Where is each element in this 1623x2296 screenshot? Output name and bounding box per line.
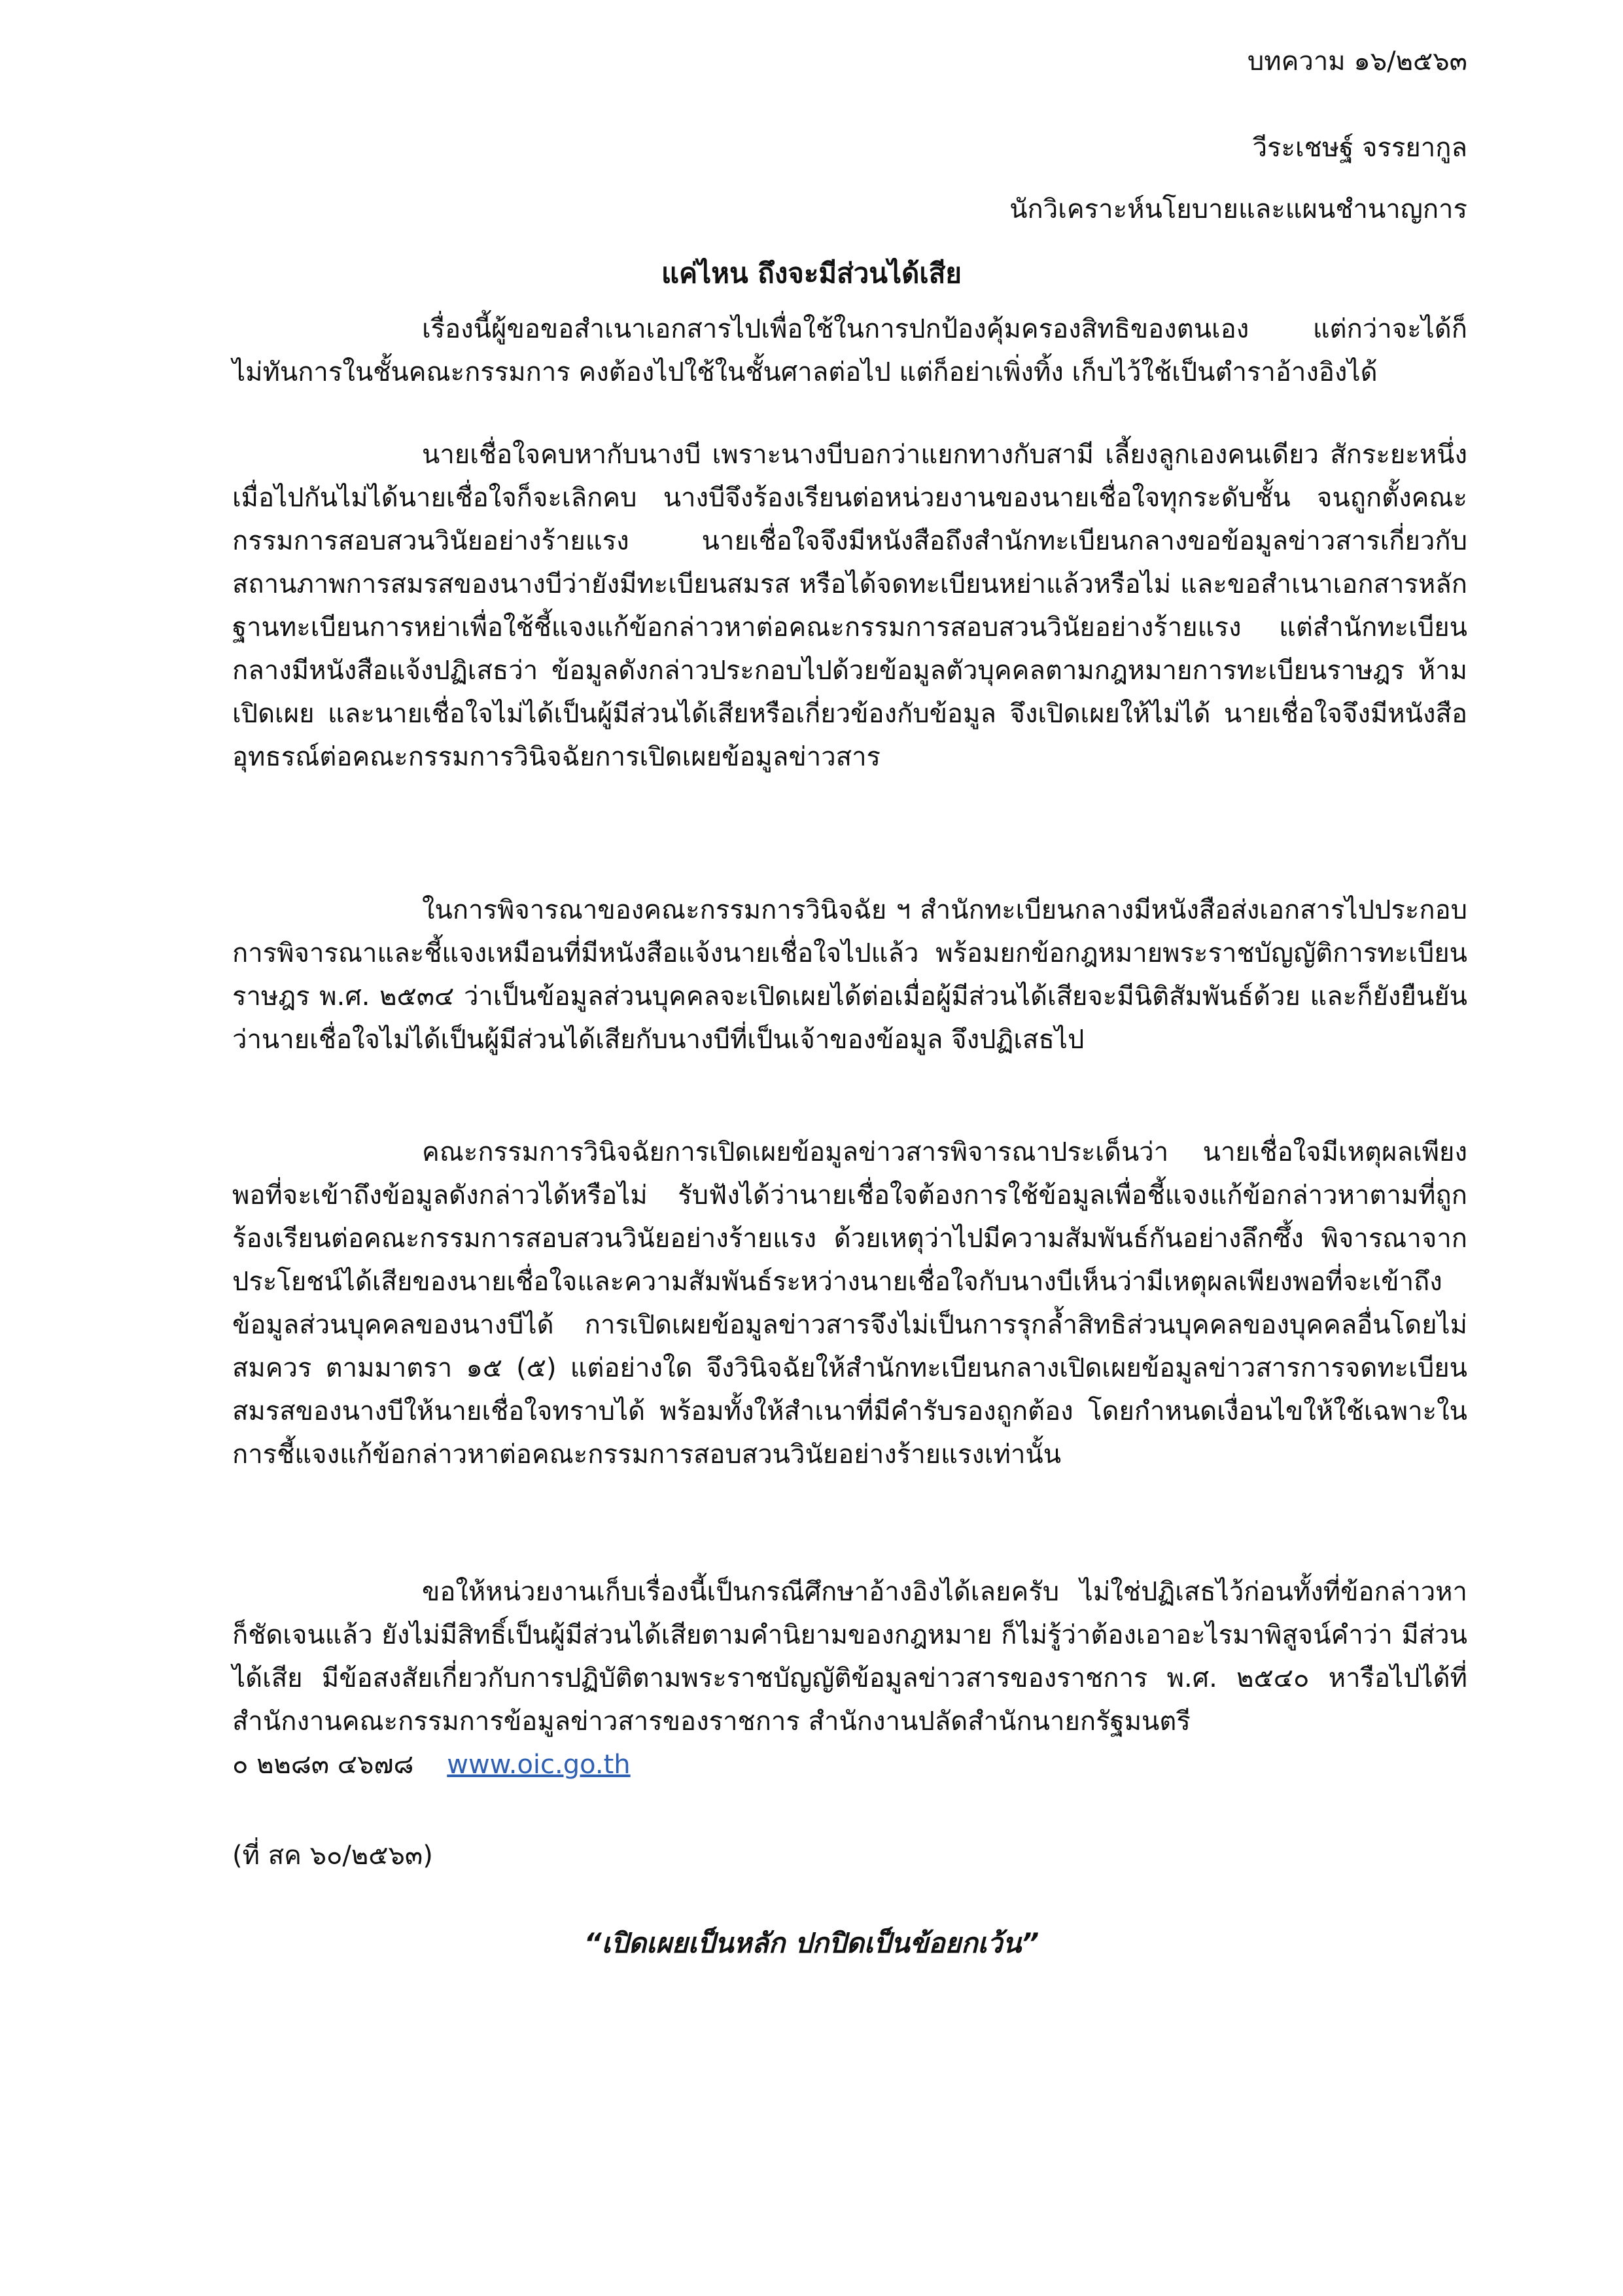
paragraph-4-block [232,1131,1467,1476]
author-position: นักวิเคราะห์นโยบายและแผนชำนาญการ [1009,194,1467,224]
paragraph-2-block [232,433,1467,779]
reference-number: (ที่ สค ๖๐/๒๕๖๓) [232,1841,433,1871]
paragraph-1-block [232,308,1467,394]
closing-block [232,1570,1467,1786]
slogan: “เปิดเผยเป็นหลัก ปกปิดเป็นข้อยกเว้น” [584,1927,1039,1959]
paragraph: คณะกรรมการวินิจฉัยการเปิดเผยข้อมูลข่าวสารพิจารณาประเด็นว่า นายเชื่อใจมีเหตุผลเพียงพอที่จะเข้าถึงข้อมูลดังกล่าวได้หรือไม่ รับฟังได้ว่านายเชื่อใจต้องการใช้ข้อมูลเพื่อชี้แจงแก้ข้อกล่าวหาตามที่ถูกร้องเรียนต่อคณะกรรมการสอบสวนวินัยอย่างร้ายแรง ด้วยเหตุว่าไปมีความสัมพันธ์กันอย่างลึกซึ้ง พิจารณาจากประโยชน์ได้เสียของนายเชื่อใจและความสัมพันธ์ระหว่างนายเชื่อใจกับนางบีเห็นว่ามีเหตุผลเพียงพอที่จะเข้าถึงข้อมูลส่วนบุคคลของนางบีได้ การเปิดเผยข้อมูลข่าวสารจึงไม่เป็นการรุกล้ำสิทธิส่วนบุคคลของบุคคลอื่นโดยไม่สมควร ตามมาตรา ๑๕ (๕) แต่อย่างใด จึงวินิจฉัยให้สำนักทะเบียนกลางเปิดเผยข้อมูลข่าวสารการจดทะเบียนสมรสของนางบีให้นายเชื่อใจทราบได้ พร้อมทั้งให้สำเนาที่มีคำรับรองถูกต้อง โดยกำหนดเงื่อนไขให้ใช้เฉพาะในการชี้แจงแก้ข้อกล่าวหาต่อคณะกรรมการสอบสวนวินัยอย่างร้ายแรงเท่านั้น [232,1137,1467,1470]
paragraph: นายเชื่อใจคบหากับนางบี เพราะนางบีบอกว่าแยกทางกับสามี เลี้ยงลูกเองคนเดียว สักระยะหนึ่งเมื่อไปกันไม่ได้นายเชื่อใจก็จะเลิกคบ นางบีจึงร้องเรียนต่อหน่วยงานของนายเชื่อใจทุกระดับชั้น จนถูกตั้งคณะกรรมการสอบสวนวินัยอย่างร้ายแรง นายเชื่อใจจึงมีหนังสือถึงสำนักทะเบียนกลางขอข้อมูลข่าวสารเกี่ยวกับสถานภาพการสมรสของนางบีว่ายังมีทะเบียนสมรส หรือได้จดทะเบียนหย่าแล้วหรือไม่ และขอสำเนาเอกสารหลักฐานทะเบียนการหย่าเพื่อใช้ชี้แจงแก้ข้อกล่าวหาต่อคณะกรรมการสอบสวนวินัยอย่างร้ายแรง แต่สำนักทะเบียนกลางมีหนังสือแจ้งปฏิเสธว่า ข้อมูลดังกล่าวประกอบไปด้วยข้อมูลตัวบุคคลตามกฎหมายการทะเบียนราษฎร ห้ามเปิดเผย และนายเชื่อใจไม่ได้เป็นผู้มีส่วนได้เสียหรือเกี่ยวข้องกับข้อมูล จึงเปิดเผยให้ไม่ได้ นายเชื่อใจจึงมีหนังสืออุทธรณ์ต่อคณะกรรมการวินิจฉัยการเปิดเผยข้อมูลข่าวสาร [232,440,1467,772]
paragraph: เรื่องนี้ผู้ขอขอสำเนาเอกสารไปเพื่อใช้ในการปกป้องคุ้มครองสิทธิของตนเอง แต่กว่าจะได้ก็ไม่ทันการในชั้นคณะกรรมการ คงต้องไปใช้ในชั้นศาลต่อไป แต่ก็อย่าเพิ่งทิ้ง เก็บไว้ใช้เป็นตำราอ้างอิงได้ [232,314,1467,387]
contact-phone: ๐ ๒๒๘๓ ๔๖๗๘ [232,1750,414,1780]
article-number: บทความ ๑๖/๒๕๖๓ [1247,46,1467,77]
website-link[interactable]: www.oic.go.th [447,1750,631,1780]
paragraph-3-block [232,889,1467,1061]
author-name: วีระเชษฐ์ จรรยากูล [1252,133,1467,163]
closing-paragraph [232,1570,1467,1786]
paragraph: ในการพิจารณาของคณะกรรมการวินิจฉัย ฯ สำนักทะเบียนกลางมีหนังสือส่งเอกสารไปประกอบการพิจารณาและชี้แจงเหมือนที่มีหนังสือแจ้งนายเชื่อใจไปแล้ว พร้อมยกข้อกฎหมายพระราชบัญญัติการทะเบียนราษฎร พ.ศ. ๒๕๓๔ ว่าเป็นข้อมูลส่วนบุคคลจะเปิดเผยได้ต่อเมื่อผู้มีส่วนได้เสียจะมีนิติสัมพันธ์ด้วย และก็ยังยืนยันว่านายเชื่อใจไม่ได้เป็นผู้มีส่วนได้เสียกับนางบีที่เป็นเจ้าของข้อมูล จึงปฏิเสธไป [232,895,1467,1055]
article-title: แค่ไหน ถึงจะมีส่วนได้เสีย [661,257,962,289]
closing-text: ขอให้หน่วยงานเก็บเรื่องนี้เป็นกรณีศึกษาอ้างอิงได้เลยครับ ไม่ใช่ปฏิเสธไว้ก่อนทั้งที่ข้อกล่าวหาก็ชัดเจนแล้ว ยังไม่มีสิทธิ์เป็นผู้มีส่วนได้เสียตามคำนิยามของกฎหมาย ก็ไม่รู้ว่าต้องเอาอะไรมาพิสูจน์คำว่า มีส่วนได้เสีย มีข้อสงสัยเกี่ยวกับการปฏิบัติตามพระราชบัญญัติข้อมูลข่าวสารของราชการ พ.ศ. ๒๕๔๐ หารือไปได้ที่สำนักงานคณะกรรมการข้อมูลข่าวสารของราชการ สำนักงานปลัดสำนักนายกรัฐมนตรี [232,1577,1467,1737]
